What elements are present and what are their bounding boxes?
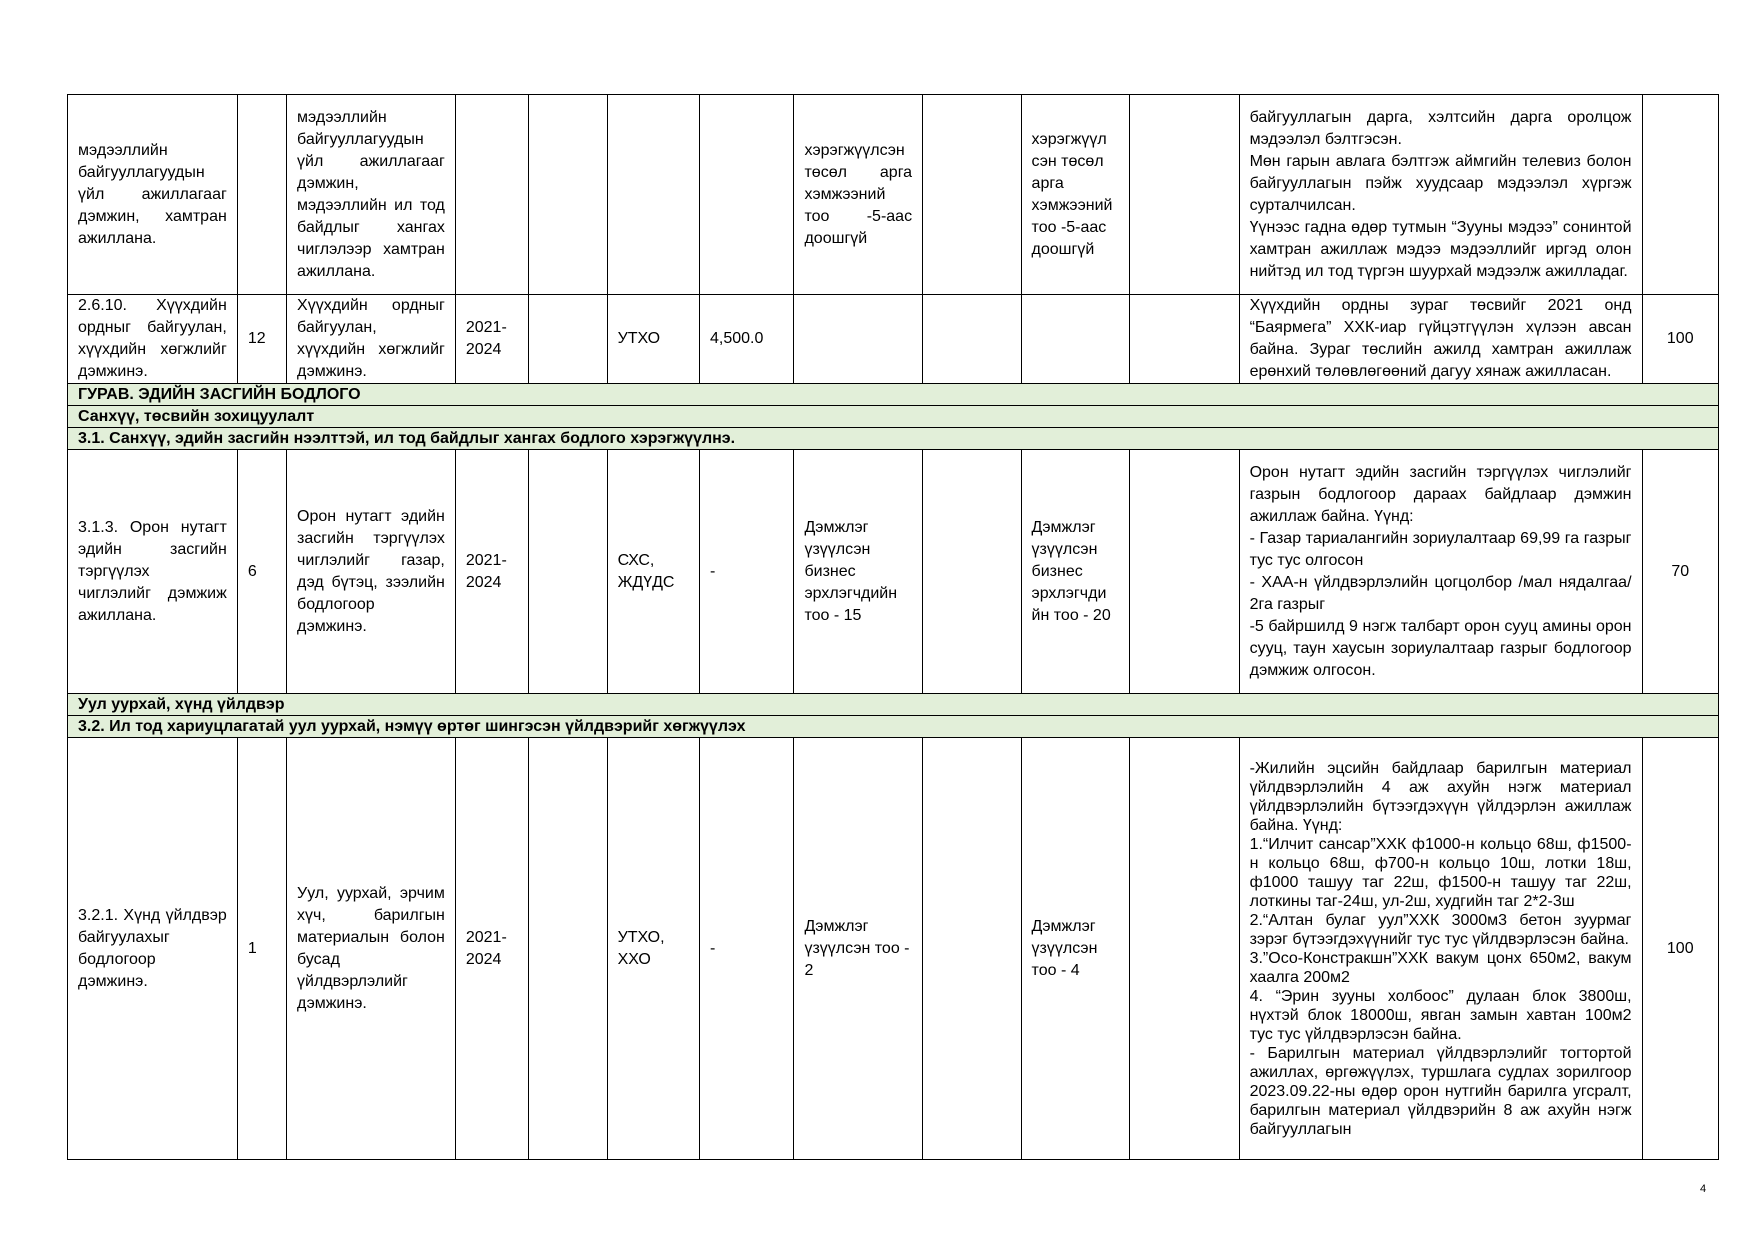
activity-cell: мэдээллийн байгууллагуудын үйл ажиллагааг дэмжин, мэдээллийн ил тод байдлыг хангах чиглэлээр хамтран ажиллана.	[287, 95, 456, 295]
baseline-cell: хэрэгжүүлсэн төсөл арга хэмжээний тоо -5-аас доошгүй	[794, 95, 923, 295]
section-heading: 3.2. Ил тод хариуцлагатай уул уурхай, нэмүү өртөг шингэсэн үйлдвэрийг хөгжүүлэх	[68, 716, 1719, 738]
activity-cell: Орон нутагт эдийн засгийн тэргүүлэх чиглэлийг газар, дэд бүтэц, зээлийн бодлогоор дэмжинэ.	[287, 450, 456, 694]
empty-cell	[529, 295, 607, 384]
progress-cell: -Жилийн эцсийн байдлаар барилгын материал үйлдвэрлэлийн 4 аж ахуйн нэгж материал үйлдвэрлэлийн бүтээгдэхүүн үйлдэрлэн ажиллаж байна. Үүнд: 1.“Илчит сансар”ХХК ф1000-н кольцо 68ш, ф1500-н кольцо 68ш, ф700-н кольцо 10ш, лотки 18ш, ф1000 ташуу таг 22ш, ф1500-н ташуу таг 22ш, лоткины таг-24ш, ул-2ш, худгийн таг 2*2-3ш 2.“Алтан булаг уул”ХХК 3000м3 бетон зуурмаг зэрэг бүтээгдэхүүнийг тус тус үйлдвэрлэсэн байна. 3.”Осо-Констракшн”ХХК вакум цонх 650м2, вакум хаалга 200м2 4. “Эрин зууны холбоос” дулаан блок 3800ш, нүхтэй блок 18000ш, явган замын хавтан 100м2 тус тус үйлдвэрлэсэн байна. - Барилгын материал үйлдвэрлэлийг тогтортой ажиллах, өргөжүүлэх, туршлага судлах зорилгоор 2023.09.22-ны өдөр орон нутгийн барилга угсралт, барилгын материал үйлдвэрийн 8 аж ахуйн нэгж байгууллагын	[1239, 738, 1642, 1160]
responsible-cell: СХС, ЖДҮДС	[607, 450, 699, 694]
responsible-cell	[607, 95, 699, 295]
action-plan-table	[67, 94, 1719, 1160]
empty-cell	[923, 95, 1021, 295]
budget-cell: -	[700, 738, 794, 1160]
empty-cell	[529, 738, 607, 1160]
period-cell: 2021- 2024	[455, 450, 528, 694]
empty-cell	[529, 450, 607, 694]
empty-cell	[923, 295, 1021, 384]
number-cell: 12	[237, 295, 286, 384]
baseline-cell	[794, 295, 923, 384]
progress-cell: Хүүхдийн ордны зураг төсвийг 2021 онд “Баярмега” ХХК-иар гүйцэтгүүлэн хүлээн авсан байна. Зураг төслийн ажилд хамтран ажиллаж ерөнхий төлөвлөгөөний дагуу хянаж ажилласан.	[1239, 295, 1642, 384]
activity-cell: Хүүхдийн ордныг байгуулан, хүүхдийн хөгжлийг дэмжинэ.	[287, 295, 456, 384]
period-cell	[455, 95, 528, 295]
section-heading-row	[68, 694, 1719, 716]
number-cell: 1	[237, 738, 286, 1160]
baseline-cell: Дэмжлэг үзүүлсэн бизнес эрхлэгчдийн тоо - 15	[794, 450, 923, 694]
progress-cell: байгууллагын дарга, хэлтсийн дарга оролцож мэдээлэл бэлтгэсэн. Мөн гарын авлага бэлтгэж аймгийн телевиз болон байгууллагын пэйж хуудсаар мэдээлэл хүргэж сурталчилсан. Үүнээс гадна өдөр тутмын “Зууны мэдээ” сонинтой хамтран ажиллаж мэдээ мэдээллийг иргэд олон нийтэд ил тод түргэн шуурхай мэдээлж ажилладаг.	[1239, 95, 1642, 295]
action-cell: 3.2.1. Хүнд үйлдвэр байгуулахыг бодлогоор дэмжинэ.	[68, 738, 238, 1160]
empty-cell	[923, 450, 1021, 694]
table-row	[68, 738, 1719, 1160]
responsible-cell: УТХО, ХХО	[607, 738, 699, 1160]
empty-cell	[1130, 95, 1240, 295]
score-cell: 100	[1642, 295, 1718, 384]
action-cell: мэдээллийн байгууллагуудын үйл ажиллагааг дэмжин, хамтран ажиллана.	[68, 95, 238, 295]
target-cell: Дэмжлэг үзүүлсэн бизнес эрхлэгчди йн тоо - 20	[1021, 450, 1130, 694]
score-cell: 70	[1642, 450, 1718, 694]
target-cell	[1021, 295, 1130, 384]
empty-cell	[1130, 295, 1240, 384]
budget-cell	[700, 95, 794, 295]
section-heading-row	[68, 428, 1719, 450]
budget-cell: -	[700, 450, 794, 694]
section-heading: Санхүү, төсвийн зохицуулалт	[68, 406, 1719, 428]
activity-cell: Уул, уурхай, эрчим хүч, барилгын материалын болон бусад үйлдвэрлэлийг дэмжинэ.	[287, 738, 456, 1160]
table-row	[68, 295, 1719, 384]
score-cell	[1642, 95, 1718, 295]
responsible-cell: УТХО	[607, 295, 699, 384]
section-heading: 3.1. Санхүү, эдийн засгийн нээлттэй, ил тод байдлыг хангах бодлого хэрэгжүүлнэ.	[68, 428, 1719, 450]
period-cell: 2021- 2024	[455, 738, 528, 1160]
action-cell: 2.6.10. Хүүхдийн ордныг байгуулан, хүүхдийн хөгжлийг дэмжинэ.	[68, 295, 238, 384]
target-cell: хэрэгжүүл сэн төсөл арга хэмжээний тоо -5-аас доошгүй	[1021, 95, 1130, 295]
section-heading-row	[68, 716, 1719, 738]
period-cell: 2021- 2024	[455, 295, 528, 384]
table-row	[68, 95, 1719, 295]
page-number: 4	[1700, 1183, 1707, 1195]
action-cell: 3.1.3. Орон нутагт эдийн засгийн тэргүүлэх чиглэлийг дэмжиж ажиллана.	[68, 450, 238, 694]
target-cell: Дэмжлэг үзүүлсэн тоо - 4	[1021, 738, 1130, 1160]
budget-cell: 4,500.0	[700, 295, 794, 384]
score-cell: 100	[1642, 738, 1718, 1160]
section-heading-row	[68, 406, 1719, 428]
baseline-cell: Дэмжлэг үзүүлсэн тоо - 2	[794, 738, 923, 1160]
empty-cell	[529, 95, 607, 295]
progress-cell: Орон нутагт эдийн засгийн тэргүүлэх чиглэлийг газрын бодлогоор дараах байдлаар дэмжин ажиллаж байна. Үүнд: - Газар тариалангийн зориулалтаар 69,99 га газрыг тус тус олгосон - ХАА-н үйлдвэрлэлийн цогцолбор /мал нядалгаа/ 2га газрыг -5 байршилд 9 нэгж талбарт орон сууц амины орон сууц, таун хаусын зориулалтаар газрыг бодлогоор дэмжиж олгосон.	[1239, 450, 1642, 694]
section-heading-row	[68, 384, 1719, 406]
empty-cell	[1130, 450, 1240, 694]
section-heading: ГУРАВ. ЭДИЙН ЗАСГИЙН БОДЛОГО	[68, 384, 1719, 406]
empty-cell	[923, 738, 1021, 1160]
number-cell	[237, 95, 286, 295]
number-cell: 6	[237, 450, 286, 694]
empty-cell	[1130, 738, 1240, 1160]
table-row	[68, 450, 1719, 694]
section-heading: Уул уурхай, хүнд үйлдвэр	[68, 694, 1719, 716]
